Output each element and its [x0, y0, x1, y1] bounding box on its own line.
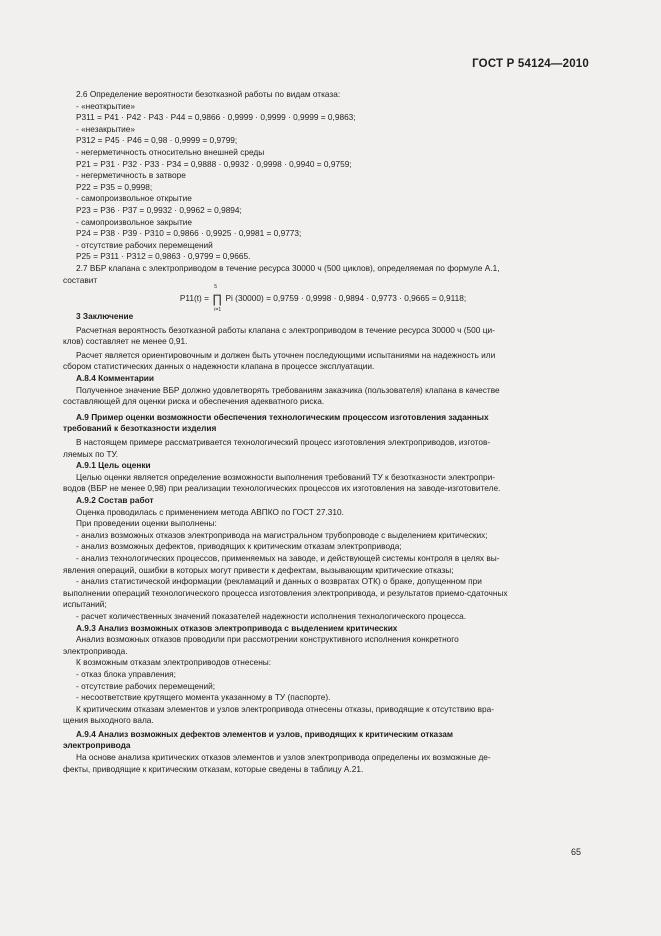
product-formula: [63, 283, 583, 313]
paragraph-line: На основе анализа критических отказов элементов и узлов электропривода определены их возможные де-: [76, 752, 491, 763]
list-item: - анализ возможных отказов электропривода на магистральном трубопроводе с выделением критических;: [76, 529, 488, 540]
section-heading: требований к безотказности изделия: [63, 423, 217, 434]
formula-rhs: Pi (30000) = 0,9759 · 0,9998 · 0,9894 · 0,9773 · 0,9665 = 0,9118;: [225, 293, 467, 304]
section-heading: А.8.4 Комментарии: [76, 373, 155, 384]
paragraph-line: клов) составляет не менее 0,91.: [63, 336, 188, 347]
paragraph-line: К критическим отказам элементов и узлов электропривода отнесены отказы, приводящие к отсутствию вра-: [76, 703, 494, 714]
formula-line: P25 = P311 · P312 = 0,9863 · 0,9799 = 0,9665.: [76, 251, 251, 262]
list-item-continuation: явления операций, ошибки в которых могут привести к дефектам, вызывающим критические отказы;: [63, 564, 454, 575]
page-number: 65: [570, 847, 581, 857]
section-heading: А.9.1 Цель оценки: [76, 460, 151, 471]
page-content: [63, 89, 583, 775]
text-line: 2.7 ВБР клапана с электроприводом в течение ресурса 30000 ч (500 циклов), определяемая по формуле А.1,: [76, 262, 500, 273]
paragraph-line: Полученное значение ВБР должно удовлетворять требованиям заказчика (пользователя) клапана в качестве: [76, 384, 500, 395]
text-line: составит: [63, 274, 98, 285]
paragraph-line: сбором статистических данных о надежности клапана в процессе эксплуатации.: [63, 361, 375, 372]
formula-line: P21 = P31 · P32 · P33 · P34 = 0,9888 · 0,9932 · 0,9998 · 0,9940 = 0,9759;: [76, 158, 352, 169]
text-line: - отсутствие рабочих перемещений: [76, 239, 213, 250]
text-line: - самопроизвольное открытие: [76, 193, 192, 204]
formula-line: P22 = P35 = 0,9998;: [76, 181, 153, 192]
list-item: - несоответствие крутящего момента указанному в ТУ (паспорте).: [76, 692, 331, 703]
formula-lhs: P11(t) =: [179, 293, 209, 304]
section-heading: А.9 Пример оценки возможности обеспечения технологическим процессом изготовления заданных: [76, 411, 489, 422]
paragraph-line: Расчет является ориентировочным и должен быть уточнен последующими испытаниями на надежность или: [76, 349, 496, 360]
paragraph-line: щения выходного вала.: [63, 715, 154, 726]
paragraph-line: При проведении оценки выполнены:: [76, 518, 217, 529]
list-item: - отсутствие рабочих перемещений;: [76, 680, 216, 691]
text-line: - негерметичность в затворе: [76, 170, 186, 181]
text-line: - «незакрытие»: [76, 123, 135, 134]
paragraph-line: Анализ возможных отказов проводили при рассмотрении конструктивного исполнения конкретного: [76, 634, 459, 645]
list-item: - анализ статистической информации (рекламаций и данных о возвратах ОТК) о браке, допущенном при: [76, 576, 482, 587]
document-title: ГОСТ Р 54124—2010: [472, 58, 589, 70]
product-upper-limit: 5: [214, 283, 218, 290]
paragraph-line: Оценка проводилась с применением метода АВПКО по ГОСТ 27.310.: [76, 506, 344, 517]
paragraph-line: фекты, приводящие к критическим отказам, которые сведены в таблицу А.21.: [63, 763, 364, 774]
paragraph-line: водов (ВБР не менее 0,98) при реализации технологических процессов их изготовления на заводе-изготовителе.: [63, 483, 501, 494]
list-item-continuation: выполнении операций технологического процесса изготовления электропривода, и результатов приемо-сдаточных: [63, 587, 508, 598]
list-item: - анализ технологических процессов, применяемых на заводе, и действующей системы контроля в целях вы-: [76, 552, 500, 563]
paragraph-line: составляющей для оценки риска и обеспечения адекватного риска.: [63, 396, 325, 407]
paragraph-line: ляемых по ТУ.: [63, 448, 119, 459]
section-heading: электропривода: [63, 740, 131, 751]
formula-line: P24 = P38 · P39 · P310 = 0,9866 · 0,9925 · 0,9981 = 0,9773;: [76, 228, 302, 239]
paragraph-line: Расчетная вероятность безотказной работы клапана с электроприводом в течение ресурса 30000 ч (500 ци-: [76, 324, 495, 335]
product-lower-limit: i=1: [214, 306, 222, 313]
text-line: - «неоткрытие»: [76, 100, 135, 111]
list-item: - анализ возможных дефектов, приводящих к критическим отказам электропривода;: [76, 541, 402, 552]
section-heading: А.9.3 Анализ возможных отказов электропривода с выделением критических: [76, 622, 398, 633]
formula-line: P23 = P36 · P37 = 0,9932 · 0,9962 = 0,9894;: [76, 204, 242, 215]
text-line: - самопроизвольное закрытие: [76, 216, 193, 227]
formula-line: P311 = P41 · P42 · P43 · P44 = 0,9866 · 0,9999 · 0,9999 · 0,9999 = 0,9863;: [76, 112, 356, 123]
list-item: - расчет количественных значений показателей надежности исполнения технологического процесса.: [76, 610, 467, 621]
formula-line: P312 = P45 · P46 = 0,98 · 0,9999 = 0,9799;: [76, 135, 238, 146]
paragraph-line: К возможным отказам электроприводов отнесены:: [76, 657, 272, 668]
list-item: - отказ блока управления;: [76, 668, 176, 679]
text-line: 2.6 Определение вероятности безотказной работы по видам отказа:: [76, 89, 341, 99]
section-heading: 3 Заключение: [76, 311, 134, 322]
section-heading: А.9.2 Состав работ: [76, 495, 154, 505]
list-item-continuation: испытаний;: [63, 599, 107, 610]
paragraph-line: электропривода.: [63, 645, 128, 656]
text-line: - негерметичность относительно внешней среды: [76, 146, 265, 157]
paragraph-line: В настоящем примере рассматривается технологический процесс изготовления электроприводов, изготов-: [76, 437, 491, 448]
section-heading: А.9.4 Анализ возможных дефектов элементов и узлов, приводящих к критическим отказам: [76, 728, 454, 739]
paragraph-line: Целью оценки является определение возможности выполнения требований ТУ к безотказности электропри-: [76, 471, 495, 482]
product-symbol: ∏ 5 i=1: [212, 283, 223, 313]
